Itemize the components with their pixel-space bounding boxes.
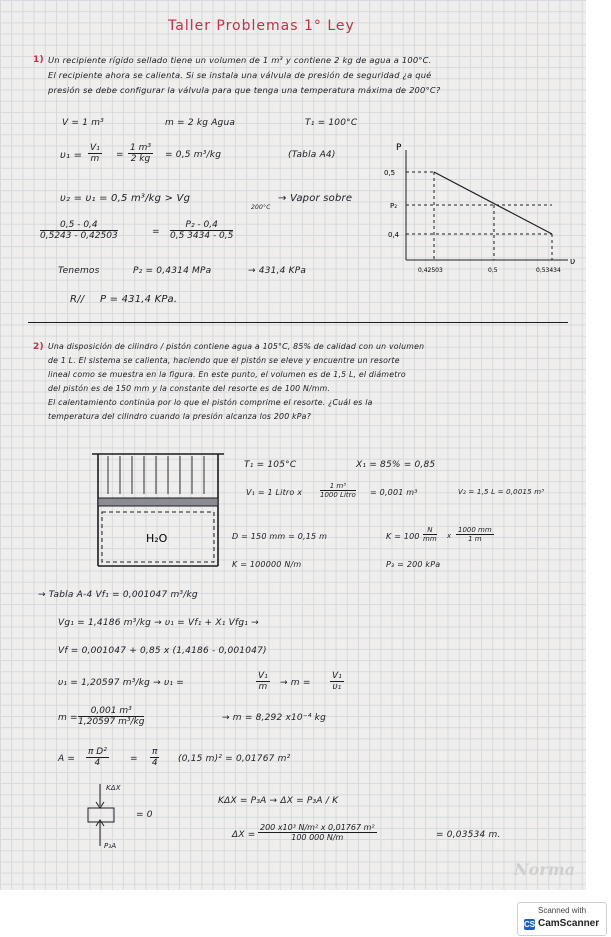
k-fraction-1 <box>423 526 437 543</box>
area-equals: = <box>130 754 138 764</box>
u1-p2-fraction-den: m <box>258 682 268 692</box>
camscanner-caption: Scanned with <box>537 906 587 915</box>
v2-value: V₂ = 1,5 L = 0,0015 m³ <box>458 488 545 496</box>
u1-result: = 0,5 m³/kg <box>165 150 222 160</box>
interp-right-num: P₂ - 0,4 <box>170 220 233 231</box>
answer-value: P = 431,4 KPa. <box>100 294 178 305</box>
notebook-brand-watermark: Norma <box>514 860 576 879</box>
camscanner-brand: CamScanner <box>538 918 600 929</box>
table-reference: (Tabla A4) <box>288 150 336 160</box>
piston <box>98 498 218 506</box>
v1-result: = 0,001 m³ <box>370 488 418 497</box>
u1-p2-fraction-2 <box>330 671 344 692</box>
u1-p2-fraction-2-den: υ₁ <box>332 682 342 692</box>
u1-fraction-1-den: m <box>90 154 100 164</box>
interp-equals: = <box>152 227 160 237</box>
u1-fraction-2 <box>128 143 153 164</box>
u1-p2-fraction <box>256 671 270 692</box>
v1-fraction-num: 1 m³ <box>320 482 356 491</box>
u1-p2-arrow: → m = <box>280 678 311 688</box>
v1-lhs: V₁ = 1 Litro x <box>246 488 303 497</box>
u1-fraction-2-den: 2 kg <box>130 154 151 164</box>
pv-label-05: 0,5 <box>384 169 396 177</box>
u1-lhs: υ₁ = <box>60 150 83 161</box>
k-times: x <box>447 532 452 540</box>
v1-fraction <box>320 482 356 499</box>
vf-line: Vf = 0,001047 + 0,85 x (1,4186 - 0,001047) <box>58 646 267 656</box>
pv-tick-x2: 0,5 <box>488 267 498 274</box>
interp-left-num: 0,5 - 0,4 <box>40 220 118 231</box>
problem-2-line-4: del pistón es de 150 mm y la constante del resorte es de 100 N/mm. <box>48 384 331 393</box>
dx-fraction <box>258 823 377 842</box>
cylinder-figure <box>88 450 228 570</box>
area-result: (0,15 m)² = 0,01767 m² <box>178 754 291 764</box>
p3-value: P₃ = 200 kPa <box>386 560 441 569</box>
v1-fraction-den: 1000 Litro <box>320 491 356 499</box>
u2-arrow: → Vapor sobre <box>278 193 353 204</box>
u1-fraction-1 <box>88 143 102 164</box>
area-fraction-1-den: 4 <box>94 758 101 768</box>
problem-2-line-2: de 1 L. El sistema se calienta, haciendo que el pistón se eleve y encuentre un resorte <box>48 356 400 365</box>
water-label: H₂O <box>146 532 168 545</box>
interp-right <box>170 220 233 241</box>
mass-lhs: m = <box>58 713 78 723</box>
interp-left <box>40 220 118 241</box>
problem-1-line-1: Un recipiente rígido sellado tiene un volumen de 1 m³ y contiene 2 kg de agua a 100°C. <box>48 55 432 65</box>
fbd-top-label: KΔX <box>106 784 121 792</box>
u1-p2-line: υ₁ = 1,20597 m³/kg → υ₁ = <box>58 678 184 688</box>
u1-equals: = <box>116 150 124 160</box>
u1-p2-fraction-2-num: V₁ <box>332 671 342 681</box>
kdx-line: KΔX = P₃A → ΔX = P₃A / K <box>218 796 339 806</box>
pv-label-p: P <box>396 143 402 153</box>
pv-process-line <box>434 172 552 234</box>
area-lhs: A = <box>58 754 76 764</box>
page-title: Taller Problemas 1° Ley <box>168 18 355 34</box>
given-t1: T₁ = 105°C <box>244 460 297 470</box>
spring-coil <box>108 456 204 494</box>
pv-label-04: 0,4 <box>388 231 400 239</box>
tabla-line: → Tabla A-4 Vf₁ = 0,001047 m³/kg <box>38 590 198 600</box>
problem-1-line-3: presión se debe configurar la válvula para que tenga una temperatura máxima de 200°C? <box>48 85 441 95</box>
diameter-value: D = 150 mm = 0,15 m <box>232 532 328 541</box>
interp-right-den: 0,5 3434 - 0,5 <box>170 231 234 241</box>
dx-fraction-num: 200 x10³ N/m² x 0,01767 m² <box>260 823 375 832</box>
area-fraction-2-den: 4 <box>151 758 158 768</box>
problem-2-number: 2) <box>33 342 44 352</box>
k-fraction-2-den: 1 m <box>468 535 482 543</box>
problem-2-line-6: temperatura del cilindro cuando la presión alcanza los 200 kPa? <box>48 412 311 421</box>
dx-fraction-den: 100 000 N/m <box>291 833 344 842</box>
tenemos-label: Tenemos <box>58 266 100 276</box>
fbd-sum-label: = 0 <box>136 810 153 820</box>
area-fraction-2 <box>150 747 159 768</box>
k-lhs: K = 100 <box>386 532 420 541</box>
k-fraction-1-den: mm <box>423 535 437 543</box>
mass-result: → m = 8,292 x10⁻⁴ kg <box>222 713 326 723</box>
dx-result: = 0,03534 m. <box>436 830 501 840</box>
u1-p2-fraction-num: V₁ <box>258 671 268 681</box>
problem-2-line-3: lineal como se muestra en la figura. En este punto, el volumen es de 1,5 L, el diámetro <box>48 370 406 379</box>
problem-1-number: 1) <box>33 55 44 65</box>
camscanner-logo-icon: CS <box>524 920 536 929</box>
p2-kpa: → 431,4 KPa <box>248 266 307 276</box>
u2-subscript: 200°C <box>251 204 271 211</box>
mass-fraction-num: 0,001 m³ <box>78 706 144 717</box>
vg-line: Vg₁ = 1,4186 m³/kg → υ₁ = Vf₁ + X₁ Vfg₁ → <box>58 618 259 628</box>
given-temperature: T₁ = 100°C <box>305 118 358 128</box>
u1-fraction-2-num: 1 m³ <box>130 143 151 153</box>
pv-diagram <box>378 140 578 280</box>
p2-result: P₂ = 0,4314 MPa <box>133 266 212 276</box>
fbd-bottom-label: P₃A <box>104 842 117 850</box>
interp-left-den: 0,5243 - 0,42503 <box>40 231 118 241</box>
dx-lhs: ΔX = <box>232 830 256 840</box>
u1-fraction-1-num: V₁ <box>90 143 100 153</box>
given-volume: V = 1 m³ <box>62 118 104 128</box>
area-fraction-2-num: π <box>152 747 158 757</box>
area-fraction-1 <box>86 747 109 768</box>
pv-label-v: υ <box>570 257 576 267</box>
pv-tick-x1: 0,42503 <box>418 267 443 274</box>
k-fraction-1-num: N <box>423 526 437 535</box>
k-result: K = 100000 N/m <box>232 560 302 569</box>
problem-1-line-2: El recipiente ahora se calienta. Si se instala una válvula de presión de seguridad ¿a qué <box>48 70 432 80</box>
section-divider <box>28 322 568 323</box>
problem-2-line-1: Una disposición de cilindro / pistón contiene agua a 105°C, 85% de calidad con un volumen <box>48 342 425 351</box>
mass-fraction <box>78 706 144 727</box>
mass-fraction-den: 1,20597 m³/kg <box>78 717 145 727</box>
k-fraction-2 <box>456 526 494 543</box>
pv-label-p2: P₂ <box>390 202 398 210</box>
k-fraction-2-num: 1000 mm <box>458 526 492 534</box>
camscanner-badge <box>517 902 607 936</box>
u2-line: υ₂ = υ₁ = 0,5 m³/kg > Vg <box>60 193 191 204</box>
fbd-piston <box>88 808 114 822</box>
problem-2-line-5: El calentamiento continúa por lo que el pistón comprime el resorte. ¿Cuál es la <box>48 398 373 407</box>
area-fraction-1-num: π D² <box>88 747 107 757</box>
pv-tick-x3: 0,53434 <box>536 267 561 274</box>
given-mass: m = 2 kg Agua <box>165 118 236 128</box>
given-x1: X₁ = 85% = 0,85 <box>356 460 436 470</box>
answer-label: R// <box>70 294 85 305</box>
